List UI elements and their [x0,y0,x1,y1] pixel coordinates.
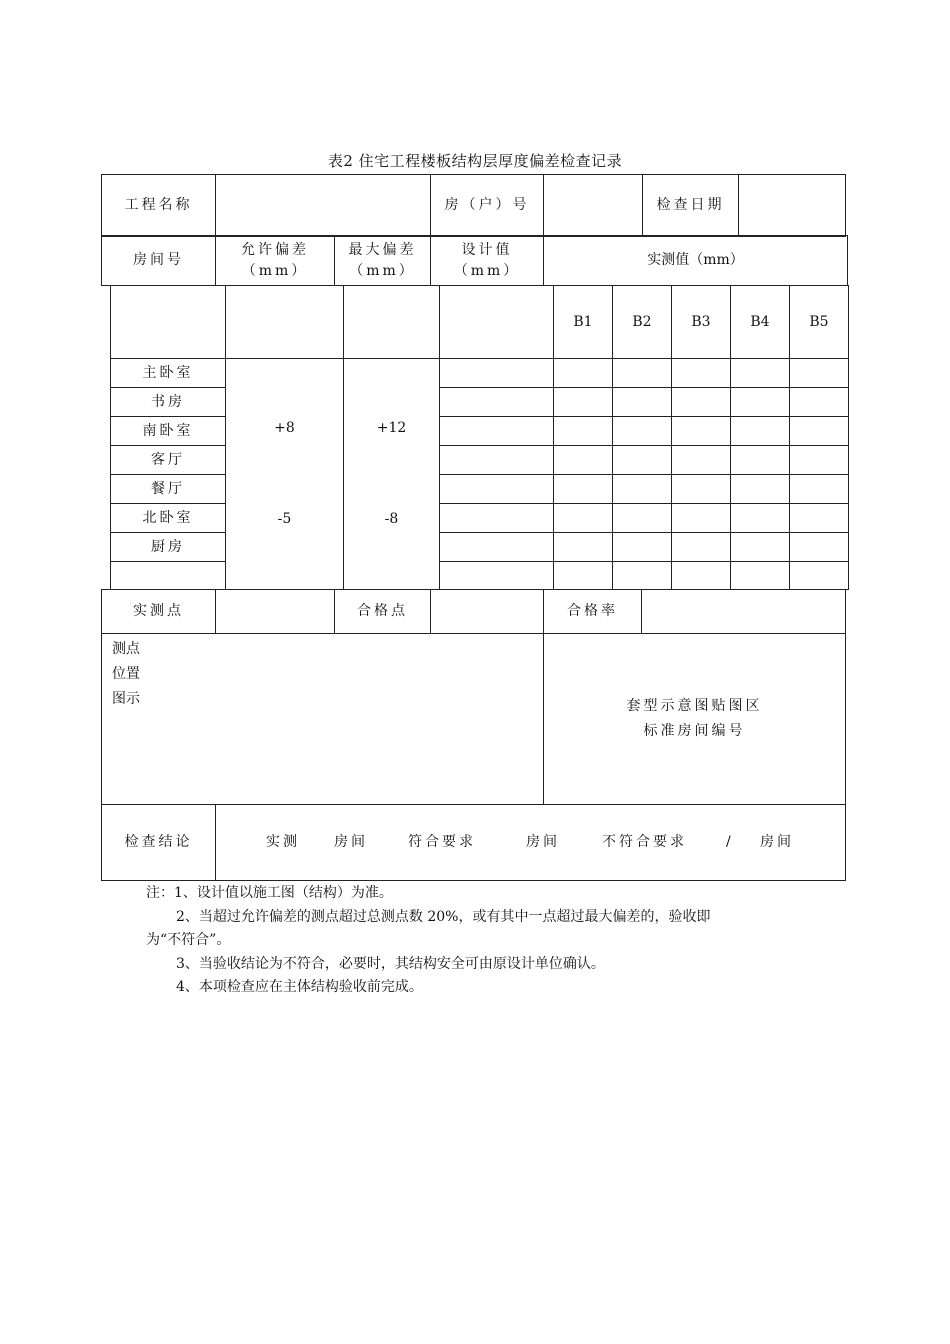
allowed-minus: -5 [277,511,292,527]
measured-cell[interactable] [731,388,790,417]
allowed-plus: +8 [274,420,295,436]
room-name: 厨房 [111,533,226,562]
room-name: 客厅 [111,446,226,475]
design-value[interactable] [440,562,554,590]
blank-cell [226,286,344,359]
point-b3-header: B3 [672,286,731,359]
pass-points-label: 合格点 [335,590,431,634]
measured-cell[interactable] [672,562,731,590]
measured-cell[interactable] [672,417,731,446]
measured-cell[interactable] [672,446,731,475]
measured-cell[interactable] [790,533,849,562]
measured-cell[interactable] [790,417,849,446]
measured-header: 实测值（mm） [544,236,848,286]
room-name: 餐厅 [111,475,226,504]
diagram-left-line3: 图示 [112,691,140,707]
measured-cell[interactable] [554,562,613,590]
design-header [431,236,544,286]
conclusion-measured: 实测 [266,834,300,850]
floorplan-paste-area[interactable] [544,634,846,805]
unit-label: 房（户）号 [431,175,544,237]
conclusion-slash: / [726,834,734,850]
design-value[interactable] [440,533,554,562]
measured-cell[interactable] [731,504,790,533]
measured-cell[interactable] [731,533,790,562]
measured-cell[interactable] [672,504,731,533]
measured-cell[interactable] [790,562,849,590]
notes [146,882,826,1000]
points-value[interactable] [216,590,335,634]
measured-cell[interactable] [790,359,849,388]
table-row [111,359,849,388]
note-4: 4、本项检查应在主体结构验收前完成。 [176,979,423,995]
diagram-right-line2: 标准房间编号 [643,723,746,739]
room-name: 主卧室 [111,359,226,388]
table-row [111,504,849,533]
max-dev-line2: （mm） [349,262,416,279]
note-1: 注：1、设计值以施工图（结构）为准。 [146,885,393,901]
pass-rate-label: 合格率 [544,590,642,634]
design-value[interactable] [440,504,554,533]
project-name-label: 工程名称 [102,175,216,237]
conclusion-rooms-3: 房间 [760,834,794,850]
data-table [110,285,849,590]
measured-cell[interactable] [731,359,790,388]
measured-cell[interactable] [731,417,790,446]
measured-cell[interactable] [554,504,613,533]
blank-cell [344,286,440,359]
max-minus: -8 [384,511,399,527]
date-label: 检查日期 [643,175,739,237]
measured-cell[interactable] [790,504,849,533]
measured-cell[interactable] [672,533,731,562]
diagram-right-line1: 套型示意图贴图区 [626,698,763,714]
header-table [101,174,846,237]
measured-cell[interactable] [554,359,613,388]
conclusion-rooms-2: 房间 [526,834,560,850]
unit-value[interactable] [544,175,643,237]
measured-cell[interactable] [554,417,613,446]
measured-cell[interactable] [731,475,790,504]
measured-cell[interactable] [790,475,849,504]
blank-cell [440,286,554,359]
room-no-header: 房间号 [102,236,216,286]
max-dev-line1: 最大偏差 [348,241,417,258]
note-2b: 为“不符合”。 [146,932,231,948]
measured-cell[interactable] [613,417,672,446]
table-row [111,388,849,417]
point-b4-header: B4 [731,286,790,359]
blank-cell [111,286,226,359]
room-name: 南卧室 [111,417,226,446]
diagram-left-line1: 测点 [112,641,140,657]
table-row [111,446,849,475]
measured-cell[interactable] [613,504,672,533]
measured-cell[interactable] [790,388,849,417]
measured-cell[interactable] [613,475,672,504]
measured-cell[interactable] [731,562,790,590]
note-2a: 2、当超过允许偏差的测点超过总测点数 20%，或有其中一点超过最大偏差的，验收即 [176,908,711,925]
points-label: 实测点 [102,590,216,634]
measure-point-diagram-area[interactable] [102,634,544,805]
measured-cell[interactable] [613,562,672,590]
measured-cell[interactable] [672,359,731,388]
measured-cell[interactable] [554,475,613,504]
design-value[interactable] [440,359,554,388]
design-value[interactable] [440,446,554,475]
conclusion-content [216,805,846,881]
column-header-table [101,235,848,286]
conclusion-label: 检查结论 [102,805,216,881]
room-name: 书房 [111,388,226,417]
design-value[interactable] [440,388,554,417]
conclusion-nonconforming: 不符合要求 [602,834,687,850]
table-row [111,533,849,562]
table-row [111,475,849,504]
allowed-dev-line2: （mm） [241,262,309,279]
project-name-value[interactable] [216,175,431,237]
point-b1-header: B1 [554,286,613,359]
conclusion-conforming: 符合要求 [408,834,476,850]
design-value[interactable] [440,417,554,446]
allowed-dev-line1: 允许偏差 [241,241,309,258]
max-plus: +12 [376,420,407,436]
design-value[interactable] [440,475,554,504]
point-b5-header: B5 [790,286,849,359]
point-b2-header: B2 [613,286,672,359]
max-dev-header [335,236,431,286]
note-3: 3、当验收结论为不符合，必要时，其结构安全可由原设计单位确认。 [176,955,605,972]
allowed-dev-header [216,236,335,286]
room-name [111,562,226,590]
design-line1: 设计值 [461,241,513,258]
max-dev-cell [344,359,440,590]
measured-cell[interactable] [790,446,849,475]
date-value[interactable] [739,175,846,237]
measured-cell[interactable] [613,359,672,388]
pass-points-value[interactable] [431,590,544,634]
allowed-dev-cell [226,359,344,590]
measured-cell[interactable] [554,388,613,417]
measured-cell[interactable] [554,533,613,562]
room-name: 北卧室 [111,504,226,533]
measured-cell[interactable] [613,533,672,562]
conclusion-rooms-1: 房间 [334,834,368,850]
design-line2: （mm） [453,262,521,279]
point-header-row [111,286,849,359]
table-row [111,562,849,590]
measured-cell[interactable] [672,388,731,417]
summary-table [101,589,846,881]
measured-cell[interactable] [554,446,613,475]
measured-cell[interactable] [613,446,672,475]
pass-rate-value[interactable] [642,590,846,634]
measured-cell[interactable] [672,475,731,504]
measured-cell[interactable] [613,388,672,417]
diagram-left-line2: 位置 [112,666,140,682]
measured-cell[interactable] [731,446,790,475]
table-title: 表2 住宅工程楼板结构层厚度偏差检查记录 [327,152,623,170]
table-row [111,417,849,446]
